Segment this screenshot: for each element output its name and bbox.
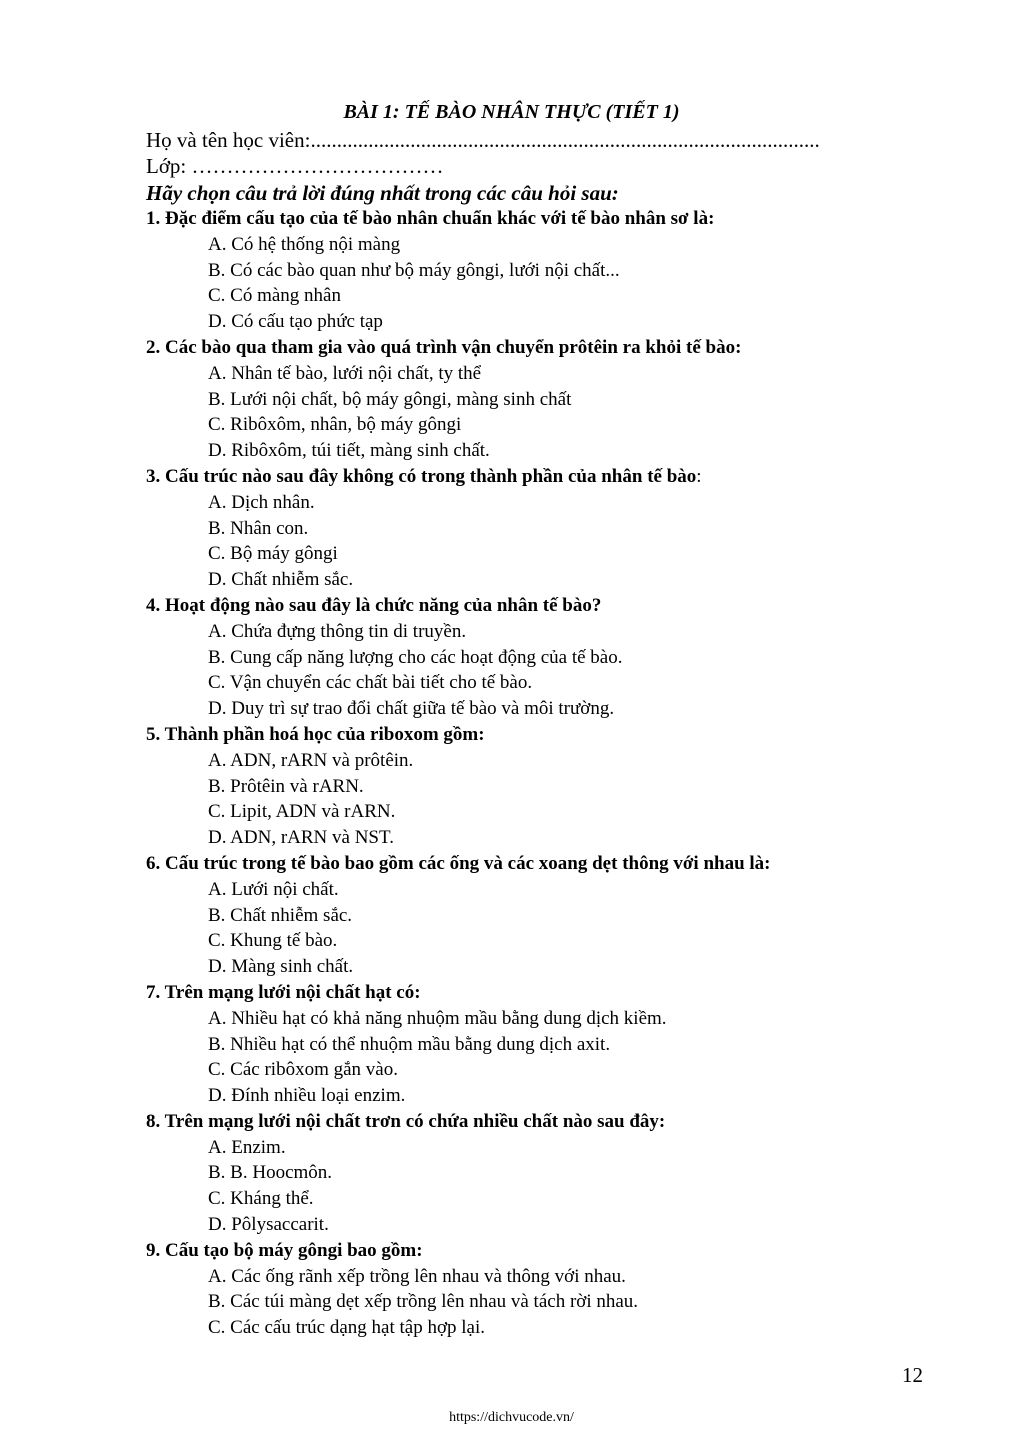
option-a: A. ADN, rARN và prôtêin. bbox=[208, 749, 414, 771]
footer-url[interactable]: https://dichvucode.vn/ bbox=[449, 1410, 574, 1425]
option-c: C. Lipit, ADN và rARN. bbox=[208, 801, 396, 823]
option-a: A. Các ống rãnh xếp trồng lên nhau và thông với nhau. bbox=[208, 1265, 626, 1287]
option-d: D. Đính nhiều loại enzim. bbox=[208, 1085, 406, 1107]
instruction: Hãy chọn câu trả lời đúng nhất trong các câu hỏi sau: bbox=[146, 181, 619, 205]
question-9 bbox=[146, 1238, 946, 1341]
question-text: 9. Cấu tạo bộ máy gôngi bao gồm: bbox=[146, 1239, 423, 1261]
question-5 bbox=[146, 722, 946, 851]
question-text: 8. Trên mạng lưới nội chất trơn có chứa nhiều chất nào sau đây: bbox=[146, 1110, 666, 1132]
option-c: C. Kháng thể. bbox=[208, 1188, 314, 1210]
question-list bbox=[146, 206, 946, 1341]
page-number: 12 bbox=[902, 1363, 923, 1387]
option-b: B. Các túi màng dẹt xếp trồng lên nhau và tách rời nhau. bbox=[208, 1291, 639, 1313]
question-4 bbox=[146, 593, 946, 722]
option-b: B. Chất nhiễm sắc. bbox=[208, 904, 353, 926]
option-a: A. Enzim. bbox=[208, 1136, 286, 1158]
option-b: B. Cung cấp năng lượng cho các hoạt động của tế bào. bbox=[208, 646, 623, 668]
option-b: B. Nhiều hạt có thể nhuộm mầu bằng dung dịch axit. bbox=[208, 1033, 611, 1055]
question-text: 5. Thành phần hoá học của riboxom gồm: bbox=[146, 723, 485, 745]
option-c: C. Vận chuyển các chất bài tiết cho tế bào. bbox=[208, 672, 533, 694]
question-2 bbox=[146, 335, 946, 464]
option-c: C. Bộ máy gôngi bbox=[208, 543, 338, 565]
page-title: BÀI 1: TẾ BÀO NHÂN THỰC (TIẾT 1) bbox=[343, 101, 680, 123]
option-a: A. Nhân tế bào, lưới nội chất, ty thể bbox=[208, 362, 482, 384]
option-d: D. Ribôxôm, túi tiết, màng sinh chất. bbox=[208, 440, 490, 462]
option-a: A. Có hệ thống nội màng bbox=[208, 233, 401, 255]
class-field: Lớp: ……………………………… bbox=[146, 154, 444, 178]
option-d: D. Chất nhiễm sắc. bbox=[208, 569, 354, 591]
question-text: 3. Cấu trúc nào sau đây không có trong thành phần của nhân tế bào bbox=[146, 465, 697, 487]
question-1 bbox=[146, 206, 946, 335]
option-c: C. Các ribôxom gắn vào. bbox=[208, 1059, 398, 1081]
question-7 bbox=[146, 980, 946, 1109]
option-a: A. Chứa đựng thông tin di truyền. bbox=[208, 620, 467, 642]
option-b: B. B. Hoocmôn. bbox=[208, 1162, 333, 1184]
option-b: B. Có các bào quan như bộ máy gôngi, lưới nội chất... bbox=[208, 259, 620, 281]
question-text: 7. Trên mạng lưới nội chất hạt có: bbox=[146, 981, 421, 1003]
question-3 bbox=[146, 464, 946, 593]
option-c: C. Ribôxôm, nhân, bộ máy gôngi bbox=[208, 414, 462, 436]
question-text: 2. Các bào qua tham gia vào quá trình vận chuyển prôtêin ra khỏi tế bào: bbox=[146, 336, 742, 358]
question-text: 1. Đặc điểm cấu tạo của tế bào nhân chuẩn khác với tế bào nhân sơ là: bbox=[146, 208, 715, 229]
question-6 bbox=[146, 851, 946, 980]
option-c: C. Các cấu trúc dạng hạt tập hợp lại. bbox=[208, 1317, 486, 1339]
option-a: A. Dịch nhân. bbox=[208, 491, 315, 513]
option-a: A. Nhiều hạt có khả năng nhuộm mầu bằng dung dịch kiềm. bbox=[208, 1007, 667, 1029]
option-b: B. Prôtêin và rARN. bbox=[208, 775, 364, 797]
question-text: 6. Cấu trúc trong tế bào bao gồm các ống và các xoang dẹt thông với nhau là: bbox=[146, 852, 771, 874]
option-c: C. Có màng nhân bbox=[208, 285, 341, 307]
option-a: A. Lưới nội chất. bbox=[208, 878, 339, 900]
question-tail: : bbox=[696, 465, 702, 487]
option-c: C. Khung tế bào. bbox=[208, 930, 338, 952]
student-name-field: Họ và tên học viên:................................................................................................. bbox=[146, 128, 820, 152]
question-text: 4. Hoạt động nào sau đây là chức năng của nhân tế bào? bbox=[146, 594, 602, 616]
option-d: D. Pôlysaccarit. bbox=[208, 1214, 329, 1236]
option-d: D. Có cấu tạo phức tạp bbox=[208, 311, 383, 333]
question-8 bbox=[146, 1109, 946, 1238]
option-d: D. Màng sinh chất. bbox=[208, 956, 354, 978]
option-b: B. Nhân con. bbox=[208, 517, 309, 539]
option-d: D. Duy trì sự trao đổi chất giữa tế bào và môi trường. bbox=[208, 698, 615, 720]
option-b: B. Lưới nội chất, bộ máy gôngi, màng sinh chất bbox=[208, 388, 572, 410]
option-d: D. ADN, rARN và NST. bbox=[208, 827, 394, 849]
